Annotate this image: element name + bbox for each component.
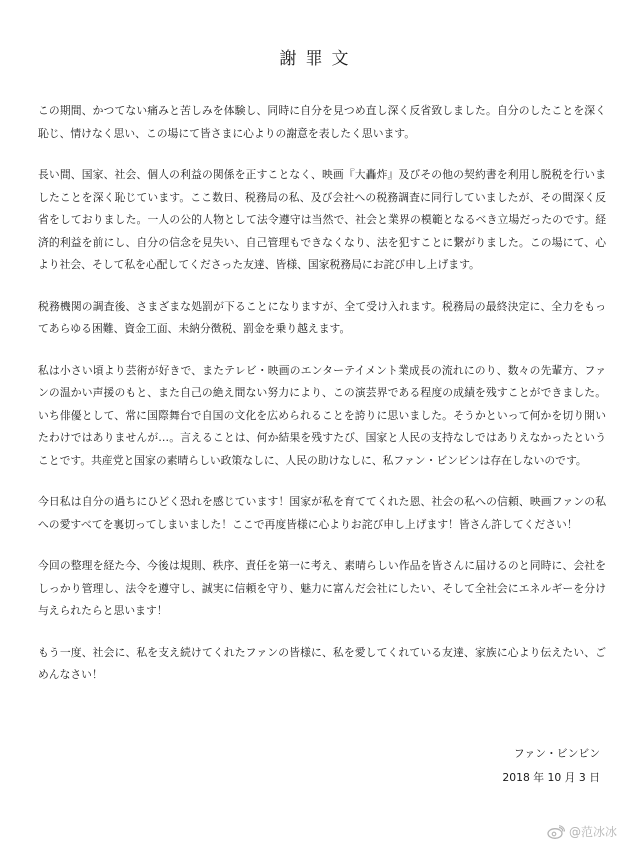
watermark — [547, 823, 617, 840]
signature-block — [502, 742, 600, 790]
signature-date: 2018 年 10 月 3 日 — [502, 771, 600, 784]
paragraph-7: もう一度、社会に、私を支え続けてくれたファンの皆様に、私を愛してくれている友達、家族に心より伝えたい、ごめんなさい！ — [38, 645, 606, 681]
document-title: 謝罪文 — [279, 49, 358, 69]
paragraph-6: 今回の整理を経た今、今後は規則、秩序、責任を第一に考え、素晴らしい作品を皆さんに届けるのと同時に、会社をしっかり管理し、法令を遵守し、誠実に信頼を守り、魅力に富んだ会社にしたい、そして全社会にエネルギーを分け与えられたらと思います！ — [38, 559, 606, 617]
watermark-text: @范冰冰 — [568, 825, 617, 839]
weibo-icon — [547, 825, 565, 839]
signature-name: ファン・ビンビン — [513, 747, 600, 760]
document-body — [38, 100, 606, 706]
paragraph-1: この期間、かつてない痛みと苦しみを体験し、同時に自分を見つめ直し深く反省致しました。自分のしたことを深く恥じ、情けなく思い、この場にて皆さまに心よりの謝意を表したく思います。 — [38, 104, 606, 140]
paragraph-5: 今日私は自分の過ちにひどく恐れを感じています！国家が私を育ててくれた恩、社会の私への信頼、映画ファンの私への愛すべてを裏切ってしまいました！ここで再度皆様に心よりお詫び申し上げます！皆さん許してください！ — [38, 495, 606, 531]
paragraph-4: 私は小さい頃より芸術が好きで、またテレビ・映画のエンターテイメント業成長の流れにのり、数々の先輩方、ファンの温かい声援のもと、また自己の絶え間ない努力により、この演芸界である程度の成績を残すことができました。いち俳優として、常に国際舞台で自国の文化を広められることを誇りに思いました。そうかといって何かを切り開いたわけではありませんが…。言えることは、何か結果を残すたび、国家と人民の支持なしではありえなかったということです。共産党と国家の素晴らしい政策なしに、人民の助けなしに、私ファン・ビンビンは存在しないのです。 — [38, 363, 606, 467]
paragraph-2: 長い間、国家、社会、個人の利益の関係を正すことなく、映画『大轟炸』及びその他の契約書を利用し脱税を行いましたことを深く恥じています。ここ数日、税務局の私、及び会社への税務調査に同行していましたが、その間深く反省をしておりました。一人の公的人物として法令遵守は当然で、社会と業界の模範となるべき立場だったのです。経済的利益を前にし、自分の信念を見失い、自己管理もできなくなり、法を犯すことに繋がりました。この場にて、心より社会、そして私を心配してくださった友達、皆様、国家税務局にお詫び申し上げます。 — [38, 168, 606, 271]
paragraph-3: 税務機関の調査後、さまざまな処罰が下ることになりますが、全て受け入れます。税務局の最終決定に、全力をもってあらゆる困難、資金工面、未納分徴税、罰金を乗り越えます。 — [38, 299, 606, 335]
